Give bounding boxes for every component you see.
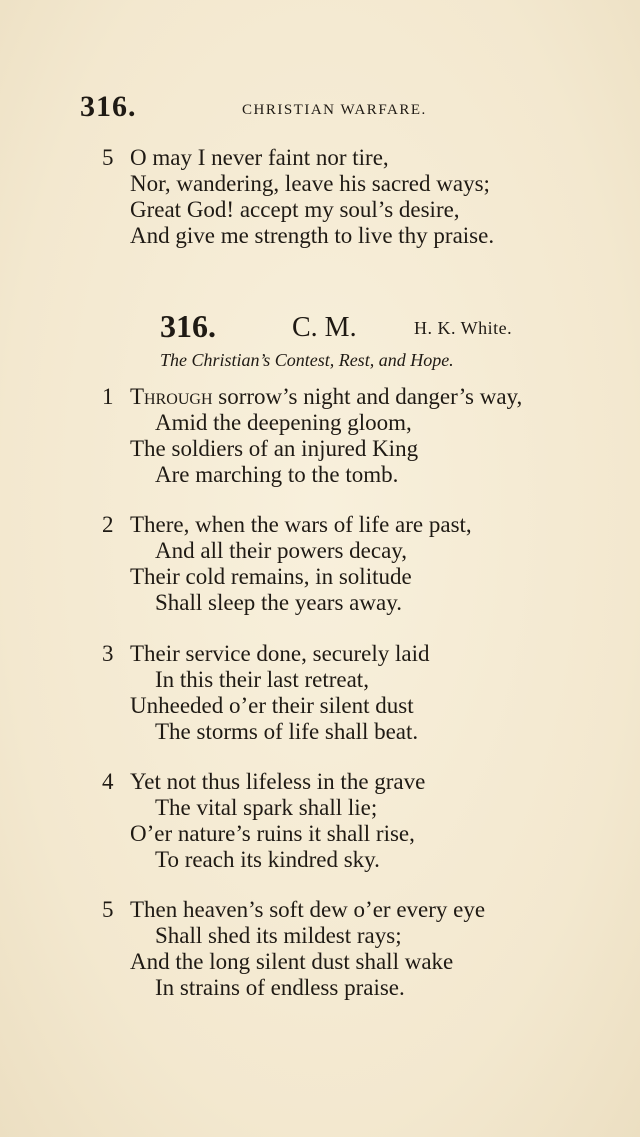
stanza-line: There, when the wars of life are past, (130, 512, 472, 537)
stanza-line: O’er nature’s ruins it shall rise, (130, 821, 415, 846)
stanza-line: In strains of endless praise. (155, 975, 405, 1000)
hymn-title: The Christian’s Contest, Rest, and Hope. (160, 350, 454, 370)
stanza-number: 2 (102, 512, 114, 537)
stanza-line: Yet not thus lifeless in the grave (130, 769, 426, 794)
stanza-line: Nor, wandering, leave his sacred ways; (130, 171, 490, 196)
stanza-line: And all their powers decay, (155, 538, 408, 563)
stanza-number: 5 (102, 897, 114, 922)
stanza-line: Their service done, securely laid (130, 641, 430, 666)
stanza-line: Shall sleep the years away. (155, 590, 402, 615)
stanza-line: And give me strength to live thy praise. (130, 223, 495, 248)
stanza-number: 4 (102, 769, 114, 794)
page-header (80, 90, 620, 130)
stanza-line: Their cold remains, in solitude (130, 564, 412, 589)
page-number: 316. (80, 90, 137, 123)
stanza-line: Then heaven’s soft dew o’er every eye (130, 897, 486, 922)
first-word: Through (130, 384, 213, 409)
stanza-line: O may I never faint nor tire, (130, 145, 389, 170)
running-title: CHRISTIAN WARFARE. (242, 102, 427, 118)
hymn-heading (0, 308, 640, 348)
stanza-line: Amid the deepening gloom, (155, 410, 412, 435)
stanza-line: Great God! accept my soul’s desire, (130, 197, 460, 222)
stanza-line: Are marching to the tomb. (155, 462, 399, 487)
stanza-number: 1 (102, 384, 114, 409)
stanza-line: The vital spark shall lie; (155, 795, 378, 820)
hymn-number: 316. (160, 308, 216, 344)
stanza-line: The soldiers of an injured King (130, 436, 419, 461)
stanza-line: To reach its kindred sky. (155, 847, 380, 872)
hymn-meter: C. M. (292, 312, 357, 343)
hymn-author: H. K. White. (414, 318, 513, 338)
stanza-line: The storms of life shall beat. (155, 719, 419, 744)
stanza-number: 5 (102, 145, 114, 170)
first-line-rest: sorrow’s night and danger’s way, (212, 384, 523, 409)
stanza-line (130, 384, 522, 410)
stanza-line: In this their last retreat, (155, 667, 369, 692)
stanza-line: Shall shed its mildest rays; (155, 923, 402, 948)
stanza-line: And the long silent dust shall wake (130, 949, 454, 974)
stanza-number: 3 (102, 641, 114, 666)
stanza-line: Unheeded o’er their silent dust (130, 693, 414, 718)
